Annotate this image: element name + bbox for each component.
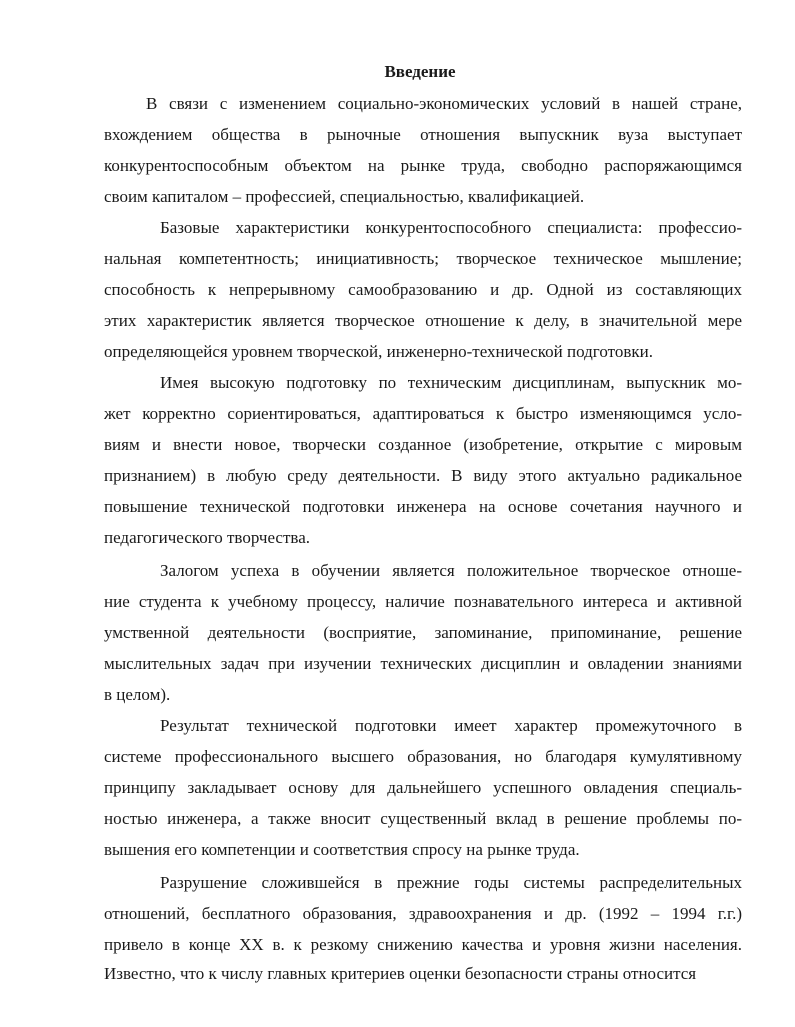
text-line: педагогического творчества.: [104, 528, 311, 547]
text-line: повышение технической подготовки инженера на основе сочетания научного и: [104, 497, 742, 516]
text-line: Результат технической подготовки имеет характер промежуточного в: [160, 716, 742, 735]
text-line: виям и внести новое, творчески созданное (изобретение, открытие с мировым: [104, 435, 742, 454]
text-line: конкурентоспособным объектом на рынке труда, свободно распоряжающимся: [104, 156, 742, 175]
text-line: умственной деятельности (восприятие, запоминание, припоминание, решение: [104, 623, 742, 642]
text-line: мыслительных задач при изучении технических дисциплин и овладении знаниями: [104, 654, 742, 673]
text-line: В связи с изменением социально-экономических условий в нашей стране,: [146, 94, 742, 113]
text-line: системе профессионального высшего образования, но благодаря кумулятивному: [104, 747, 742, 766]
text-line: Базовые характеристики конкурентоспособного специалиста: профессио-: [160, 218, 742, 237]
text-line: в целом).: [104, 685, 171, 704]
text-line: привело в конце XX в. к резкому снижению качества и уровня жизни населения.: [104, 935, 742, 954]
text-line: этих характеристик является творческое отношение к делу, в значительной мере: [104, 311, 742, 330]
text-line: вышения его компетенции и соответствия спросу на рынке труда.: [104, 840, 580, 859]
text-line: вхождением общества в рыночные отношения выпускник вуза выступает: [104, 125, 742, 144]
text-line: жет корректно сориентироваться, адаптироваться к быстро изменяющимся усло-: [104, 404, 742, 423]
text-line: ние студента к учебному процессу, наличие познавательного интереса и активной: [104, 592, 742, 611]
text-line: ностью инженера, а также вносит существенный вклад в решение проблемы по-: [104, 809, 742, 828]
text-line: способность к непрерывному самообразованию и др. Одной из составляющих: [104, 280, 742, 299]
text-line: нальная компетентность; инициативность; творческое техническое мышление;: [104, 249, 742, 268]
text-line: отношений, бесплатного образования, здравоохранения и др. (1992 – 1994 г.г.): [104, 904, 742, 923]
text-line: определяющейся уровнем творческой, инженерно-технической подготовки.: [104, 342, 653, 361]
text-line: Имея высокую подготовку по техническим дисциплинам, выпускник мо-: [160, 373, 742, 392]
text-line: признанием) в любую среду деятельности. В виду этого актуально радикальное: [104, 466, 742, 485]
text-line: Разрушение сложившейся в прежние годы системы распределительных: [160, 873, 742, 892]
text-line: принципу закладывает основу для дальнейшего успешного овладения специаль-: [104, 778, 742, 797]
text-line: своим капиталом – профессией, специальностью, квалификацией.: [104, 187, 585, 206]
text-line: Залогом успеха в обучении является положительное творческое отноше-: [160, 561, 742, 580]
text-line: Известно, что к числу главных критериев оценки безопасности страны относится: [104, 964, 697, 983]
page-title: Введение: [384, 62, 456, 81]
